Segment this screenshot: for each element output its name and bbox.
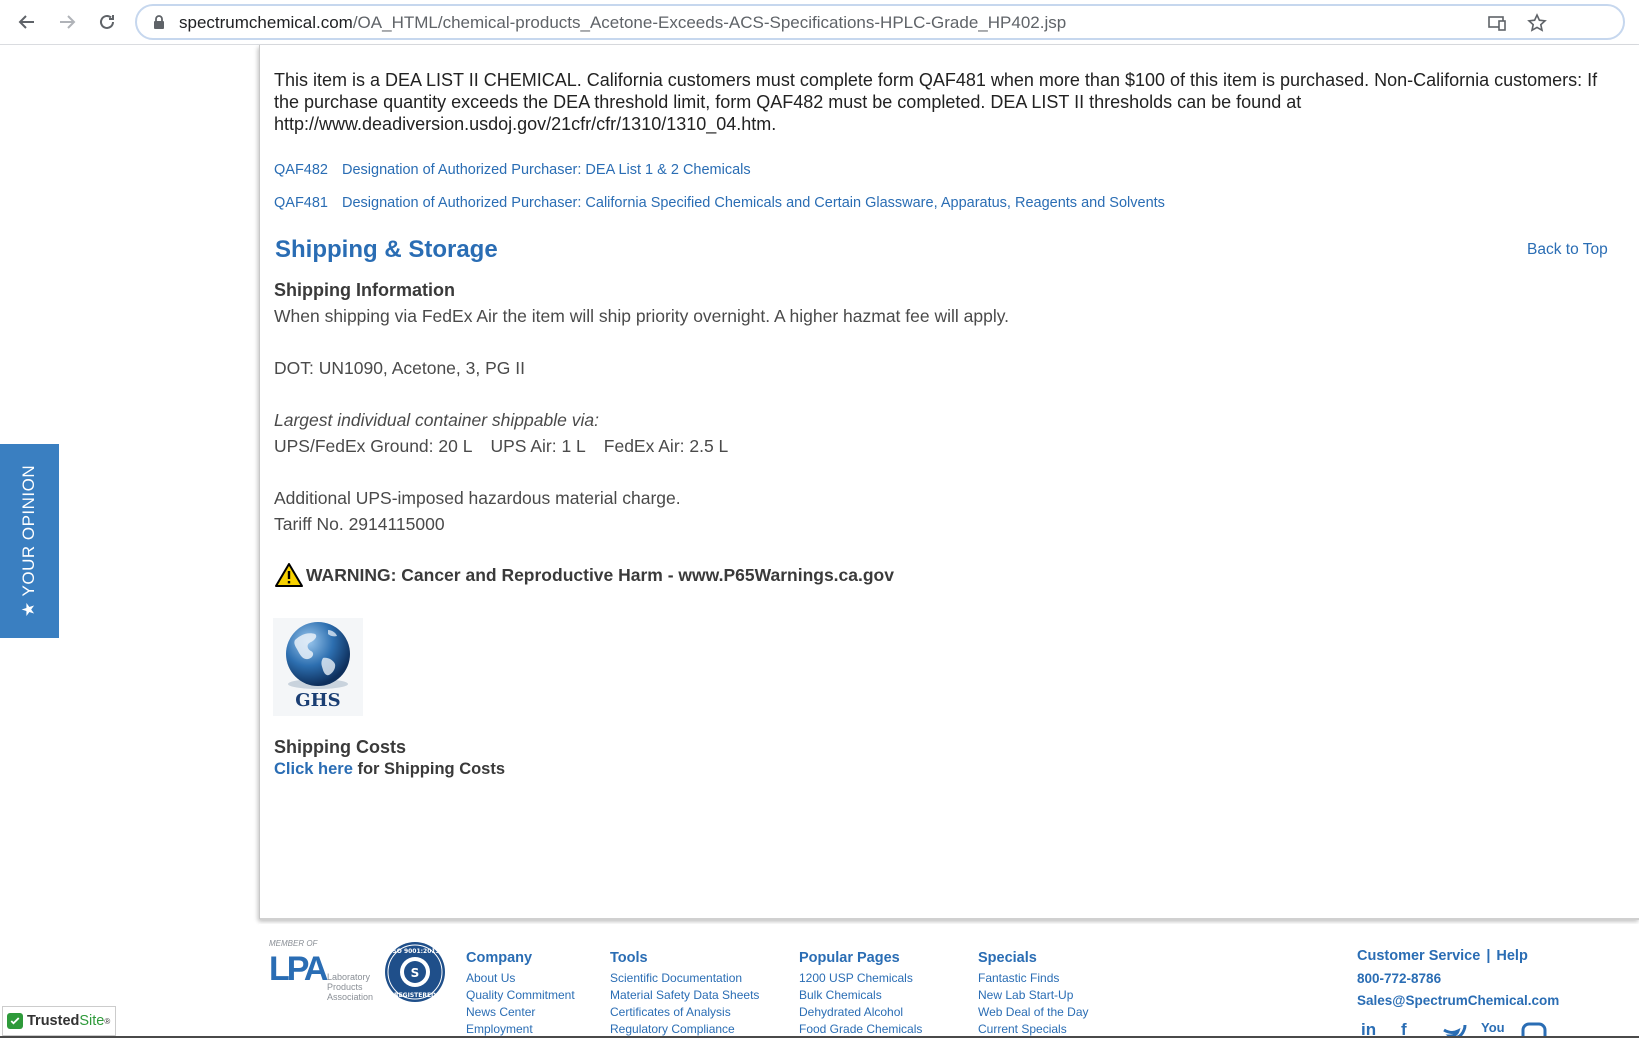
footer-link[interactable]: 1200 USP Chemicals [799,971,913,985]
prop65-warning-text: WARNING: Cancer and Reproductive Harm - www.P65Warnings.ca.gov [306,564,894,585]
footer-link[interactable]: Material Safety Data Sheets [610,988,760,1002]
footer-col-heading: Tools [610,950,648,966]
form-code: QAF482 [274,162,328,178]
your-opinion-label: ★ YOUR OPINION [19,464,39,618]
trusted-text: Trusted [27,1013,80,1029]
back-to-top-link[interactable]: Back to Top [1527,241,1608,258]
linkedin-icon[interactable]: in [1361,1020,1377,1036]
form-title: Designation of Authorized Purchaser: California Specified Chemicals and Certain Glassware, Apparatus, Reagents and Solvents [342,195,1165,211]
footer-link[interactable]: Regulatory Compliance [610,1022,735,1036]
arrow-left-icon [17,12,37,32]
globe-icon [273,618,363,716]
footer-link[interactable]: Scientific Documentation [610,971,743,985]
customer-service-block [1357,948,1559,1008]
address-bar[interactable] [135,4,1625,40]
customer-service-link[interactable]: Customer Service [1357,948,1481,964]
twitter-icon[interactable] [1441,1020,1467,1036]
footer-col-company [466,950,575,1038]
footer-link[interactable]: Current Specials [978,1022,1067,1036]
checkmark-icon [7,1013,23,1029]
dot-info: DOT: UN1090, Acetone, 3, PG II [274,358,525,378]
instagram-camera-shape [1521,1020,1547,1036]
shipping-costs-link[interactable]: Click here [274,760,353,778]
youtube-icon[interactable]: You [1481,1020,1505,1035]
bookmark-star-icon[interactable] [1527,13,1547,33]
site-text: Site [79,1013,105,1029]
footer-link[interactable]: Fantastic Finds [978,971,1060,985]
fedex-note: When shipping via FedEx Air the item will ship priority overnight. A higher hazmat fee will apply. [274,306,1010,326]
shipping-option: UPS/FedEx Ground: 20 L [274,436,473,456]
form-title: Designation of Authorized Purchaser: DEA List 1 & 2 Chemicals [342,162,751,178]
tariff-number: Tariff No. 2914115000 [274,514,445,534]
shipping-costs-heading: Shipping Costs [274,737,406,757]
iso-top-text: ISO 9001:2015 [390,948,440,955]
footer-link[interactable]: New Lab Start-Up [978,988,1074,1002]
instagram-icon[interactable] [1521,1020,1547,1036]
reload-button[interactable] [93,8,121,36]
footer-col-specials [978,950,1089,1038]
heading-separator: | [1486,948,1491,964]
phone-number[interactable]: 800-772-8786 [1357,971,1442,986]
form-code: QAF481 [274,195,328,211]
svg-text:S: S [410,966,420,980]
window-bottom-edge [0,1036,1639,1044]
trusted-site-badge[interactable] [2,1006,116,1036]
site-footer [259,924,1639,1036]
lpa-name-line: Laboratory [327,972,371,982]
twitter-bird-shape [1441,1020,1467,1036]
footer-link[interactable]: Web Deal of the Day [978,1005,1089,1019]
arrow-right-icon [57,12,77,32]
ghs-logo [273,618,363,716]
forward-button[interactable] [53,8,81,36]
your-opinion-tab[interactable] [0,444,59,638]
form-link-qaf482[interactable] [274,162,751,178]
footer-link[interactable]: About Us [466,971,516,985]
registered-mark: ® [104,1016,111,1026]
footer-col-tools [610,950,759,1038]
footer-col-heading: Popular Pages [799,950,900,966]
footer-col-popular-pages [799,950,922,1038]
ghs-label: GHS [295,690,341,711]
facebook-icon[interactable]: f [1401,1020,1407,1036]
reload-icon [97,12,117,32]
sales-email[interactable]: Sales@SpectrumChemical.com [1357,993,1560,1008]
footer-col-heading: Specials [978,950,1037,966]
lpa-member-logo[interactable] [269,938,374,1004]
footer-link[interactable]: Quality Commitment [466,988,575,1002]
form-link-qaf481[interactable] [274,195,1165,211]
lpa-name-line: Products [327,982,363,992]
largest-container-label: Largest individual container shippable via: [274,410,599,430]
iso-registered-badge [384,941,446,1003]
ups-charge-note: Additional UPS-imposed hazardous material charge. [274,488,681,508]
cast-icon[interactable] [1487,13,1507,33]
dea-notice: This item is a DEA LIST II CHEMICAL. California customers must complete form QAF481 when more than $100 of this item is purchased. Non-California customers: If the purchase quantity exceeds the DEA threshold limit, form QAF482 must be completed. DEA LIST II thresholds can be found at http://www.deadiversion.usdoj.gov/21cfr/cfr/1310/1310_04.htm. [274,70,1598,134]
lpa-name-line: Association [327,992,374,1002]
footer-link[interactable]: Employment [466,1022,533,1036]
footer-link[interactable]: Certificates of Analysis [610,1005,731,1019]
warning-triangle-icon [274,562,304,588]
back-button[interactable] [13,8,41,36]
footer-link[interactable]: News Center [466,1005,536,1019]
shipping-option: FedEx Air: 2.5 L [603,436,729,456]
help-link[interactable]: Help [1496,948,1528,964]
lpa-abbr: LPA [269,950,326,988]
footer-link[interactable]: Food Grade Chemicals [799,1022,923,1036]
footer-col-heading: Company [466,950,533,966]
footer-link[interactable]: Bulk Chemicals [799,988,882,1002]
shipping-option: UPS Air: 1 L [490,436,586,456]
lock-icon [151,14,167,30]
iso-bottom-text: REGISTERED [393,992,437,999]
product-content-panel [259,45,1639,919]
customer-service-heading [1357,948,1559,964]
lpa-member-of: MEMBER OF [269,939,318,948]
social-icons [1361,1020,1547,1036]
prop65-warning [274,562,894,588]
shipping-info-heading: Shipping Information [274,280,455,300]
browser-toolbar [0,0,1639,45]
footer-link[interactable]: Dehydrated Alcohol [799,1005,904,1019]
shipping-options [274,436,746,457]
shipping-costs-line [274,760,505,779]
url-text: spectrumchemical.com/OA_HTML/chemical-products_Acetone-Exceeds-ACS-Specifications-HPLC-Grade_HP402.jsp [179,13,1067,32]
shipping-costs-suffix: for Shipping Costs [352,760,506,778]
section-title-shipping-storage: Shipping & Storage [275,236,498,263]
